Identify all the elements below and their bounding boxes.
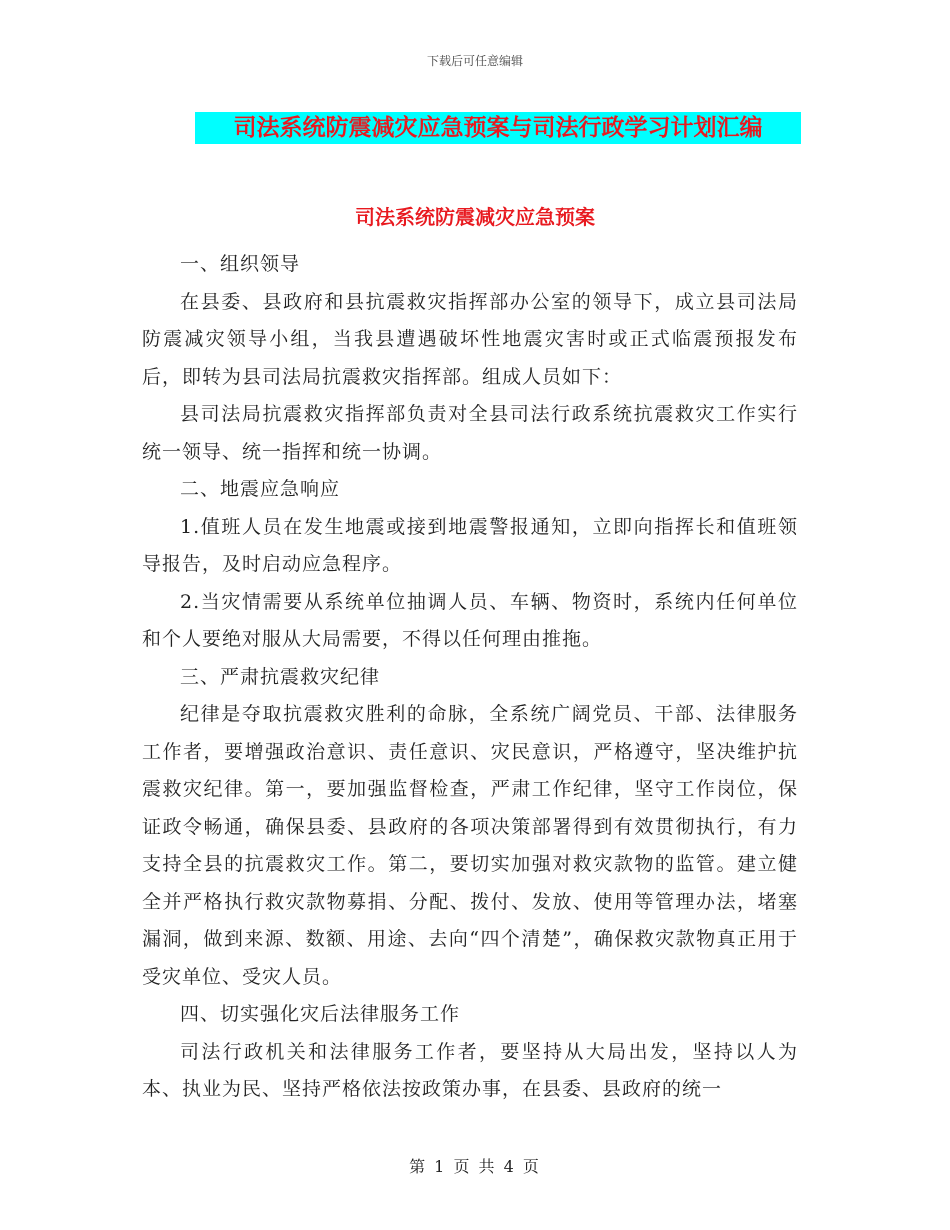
heading-emergency-response: 二、地震应急响应 bbox=[180, 478, 341, 500]
document-body bbox=[142, 246, 798, 1109]
paragraph: 2.当灾情需要从系统单位抽调人员、车辆、物资时，系统内任何单位和个人要绝对服从大局需要，不得以任何理由推拖。 bbox=[142, 590, 798, 650]
page-header-note: 下载后可任意编辑 bbox=[426, 54, 523, 68]
heading-discipline: 三、严肃抗震救灾纪律 bbox=[180, 665, 381, 688]
section-title: 司法系统防震减灾应急预案 bbox=[355, 205, 595, 229]
heading-organization: 一、组织领导 bbox=[180, 253, 301, 275]
paragraph: 在县委、县政府和县抗震救灾指挥部办公室的领导下，成立县司法局防震减灾领导小组，当我县遭遇破坏性地震灾害时或正式临震预报发布后，即转为县司法局抗震救灾指挥部。组成人员如下： bbox=[142, 290, 798, 388]
page-number: 第 1 页 共 4 页 bbox=[409, 1157, 541, 1176]
paragraph: 县司法局抗震救灾指挥部负责对全县司法行政系统抗震救灾工作实行统一领导、统一指挥和统一协调。 bbox=[142, 403, 798, 463]
heading-legal-services: 四、切实强化灾后法律服务工作 bbox=[180, 1003, 461, 1025]
paragraph: 司法行政机关和法律服务工作者，要坚持从大局出发，坚持以人为本、执业为民、坚持严格依法按政策办事，在县委、县政府的统一 bbox=[142, 1040, 798, 1100]
paragraph: 纪律是夺取抗震救灾胜利的命脉，全系统广阔党员、干部、法律服务工作者，要增强政治意识、责任意识、灾民意识，严格遵守，坚决维护抗震救灾纪律。第一，要加强监督检查，严肃工作纪律，坚守工作岗位，保证政令畅通，确保县委、县政府的各项决策部署得到有效贯彻执行，有力支持全县的抗震救灾工作。第二，要切实加强对救灾款物的监管。建立健全并严格执行救灾款物募捐、分配、拨付、发放、使用等管理办法，堵塞漏洞，做到来源、数额、用途、去向“四个清楚”，确保救灾款物真正用于受灾单位、受灾人员。 bbox=[142, 703, 798, 988]
paragraph: 1.值班人员在发生地震或接到地震警报通知，立即向指挥长和值班领导报告，及时启动应急程序。 bbox=[142, 515, 798, 575]
document-title: 司法系统防震减灾应急预案与司法行政学习计划汇编 bbox=[195, 112, 801, 144]
